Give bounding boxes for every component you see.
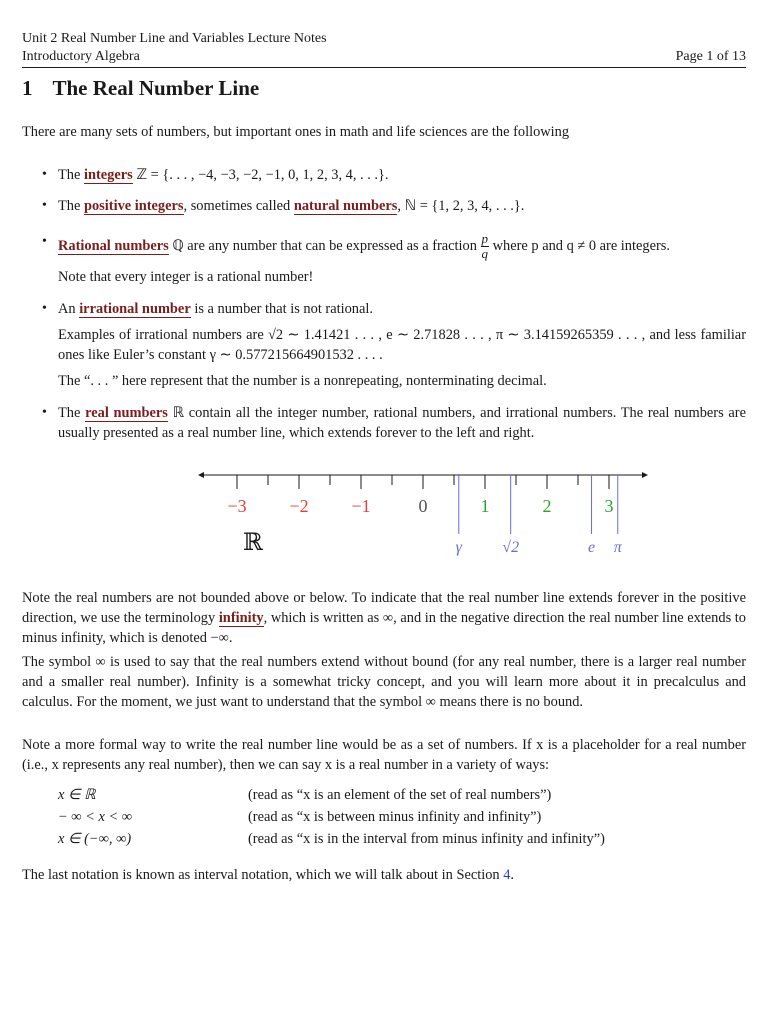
integer-tick-label: 2	[542, 496, 552, 516]
list-item-irrational-number: • An irrational number is a number that is not rational. Examples of irrational numbers are √2 ∼ 1.41421 . . . , e ∼ 2.71828 . . . , π ∼ 3.14159265359 . . . , and less familiar ones like Euler’s constant γ ∼ 0.577215664901532 . . . . The “. . . ” here represent that the number is a nonrepeating, nonterminating decimal.	[22, 299, 746, 391]
integer-tick-label: 1	[480, 496, 490, 516]
integer-tick-label: −2	[289, 496, 309, 516]
irrational-label: γ	[455, 539, 462, 556]
intro-paragraph: There are many sets of numbers, but important ones in math and life sciences are the following	[22, 124, 570, 140]
irrational-label: π	[613, 539, 622, 556]
term-rational-numbers: Rational numbers	[58, 237, 169, 254]
irrational-examples: Examples of irrational numbers are √2 ∼ 1.41421 . . . , e ∼ 2.71828 . . . , π ∼ 3.14159265359 . . . , and less familiar ones like Euler’s constant γ ∼ 0.577215664901532 . . . .	[58, 327, 746, 363]
integer-tick-label: 3	[604, 496, 614, 516]
term-real-numbers: real numbers	[85, 405, 168, 421]
notation-rhs: (read as “x is an element of the set of real numbers”)	[248, 787, 552, 803]
real-number-line-figure	[172, 460, 652, 560]
infinity-symbol-paragraph: The symbol ∞ is used to say that the real numbers extend without bound (for any real number, there is a larger real number and a smaller real number). Infinity is a somewhat tricky concept, and you will learn more about it in precalculus and calculus. For the moment, we just want to understand that the symbol ∞ means there is no bound.	[22, 654, 746, 710]
header-rule	[22, 67, 746, 68]
notation-row	[58, 809, 748, 831]
term-infinity: infinity	[218, 610, 264, 626]
irrational-label: √2	[502, 539, 520, 556]
list-item-positive-integers: • The positive integers, sometimes called natural numbers, ℕ = {1, 2, 3, 4, . . .}.	[22, 196, 746, 216]
axis-arrow-left	[198, 472, 204, 478]
term-positive-integers: positive integers	[83, 198, 184, 214]
irrational-label: e	[587, 539, 596, 556]
rational-note: Note that every integer is a rational number!	[58, 269, 314, 285]
list-item-integers: • The integers ℤ = {. . . , −4, −3, −2, −1, 0, 1, 2, 3, 4, . . .}.	[22, 165, 746, 185]
notation-row	[58, 787, 748, 809]
notation-row	[58, 831, 748, 853]
fraction-p-over-q: $\frac{p}{q}$	[481, 231, 489, 261]
term-natural-numbers: natural numbers	[293, 198, 398, 214]
notation-rhs: (read as “x is in the interval from minus infinity and infinity”)	[248, 831, 605, 847]
notation-lhs: − ∞ < x < ∞	[58, 809, 133, 825]
header-page-number: Page 1 of 13	[675, 49, 746, 64]
notation-lhs: x ∈ (−∞, ∞)	[58, 831, 132, 847]
number-sets-list	[22, 165, 746, 443]
header-course: Introductory Algebra	[22, 49, 140, 64]
integer-tick-label: −3	[227, 496, 247, 516]
section-title-text: The Real Number Line	[52, 76, 260, 100]
integer-tick-label: −1	[351, 496, 371, 516]
real-set-symbol: ℝ	[243, 528, 263, 556]
notation-lhs: x ∈ ℝ	[58, 787, 96, 803]
header-title: Unit 2 Real Number Line and Variables Lecture Notes	[22, 31, 327, 46]
list-item-real-numbers: • The real numbers ℝ contain all the integer number, rational numbers, and irrational numbers. The real numbers are usually presented as a real number line, which extends forever to the left and right.	[22, 403, 746, 443]
axis-arrow-right	[642, 472, 648, 478]
term-integers: integers	[83, 167, 133, 183]
notation-rhs: (read as “x is between minus infinity and infinity”)	[248, 809, 542, 825]
list-item-rational-numbers: • Rational numbers ℚ are any number that can be expressed as a fraction $\frac{p}{q}$ where p and q ≠ 0 are integers. Note that every integer is a rational number!	[22, 232, 746, 287]
set-notation-paragraph: Note a more formal way to write the real number line would be as a set of numbers. If x is a placeholder for a real number (i.e., x represents any real number), then we can say x is a real number in a variety of ways:	[22, 737, 746, 773]
section-number: 1	[22, 76, 33, 100]
interval-notation-paragraph: The last notation is known as interval notation, which we will talk about in Section 4.	[22, 867, 515, 883]
irrational-dots-note: The “. . . ” here represent that the number is a nonrepeating, nonterminating decimal.	[58, 373, 547, 389]
notation-list	[58, 787, 748, 853]
infinity-paragraph: Note the real numbers are not bounded above or below. To indicate that the real number line extends forever in the positive direction, we use the terminology infinity, which is written as ∞, and in the negative direction the real number line extends to minus infinity, which is denoted −∞.	[22, 590, 747, 646]
section-title	[22, 76, 259, 101]
term-irrational-number: irrational number	[79, 301, 191, 317]
section-4-link[interactable]: 4	[503, 867, 511, 883]
integer-tick-label: 0	[418, 496, 428, 516]
